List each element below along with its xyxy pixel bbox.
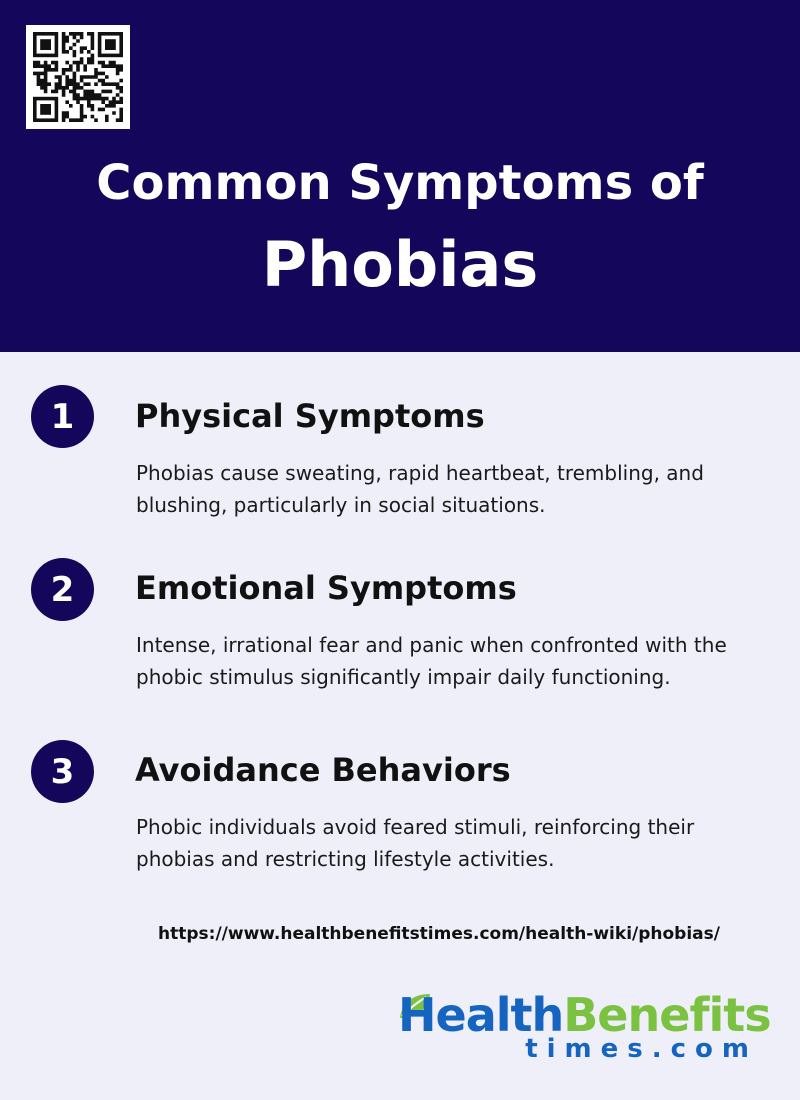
source-url: https://www.healthbenefitstimes.com/health-wiki/phobias/ bbox=[158, 924, 720, 944]
number-badge: 1 bbox=[31, 385, 94, 448]
number-badge: 2 bbox=[31, 558, 94, 621]
item-description: Phobias cause sweating, rapid heartbeat, trembling, and blushing, particularly in social situations. bbox=[136, 461, 704, 517]
health-benefits-times-logo bbox=[398, 988, 771, 1064]
item-description: Intense, irrational fear and panic when confronted with the phobic stimulus significantly impair daily functioning. bbox=[136, 633, 727, 689]
number-badge: 3 bbox=[31, 740, 94, 803]
page-title-line2: Phobias bbox=[261, 228, 539, 301]
item-description: Phobic individuals avoid feared stimuli, reinforcing their phobias and restricting lifestyle activities. bbox=[136, 815, 695, 871]
item-title: Physical Symptoms bbox=[135, 397, 485, 435]
item-title: Emotional Symptoms bbox=[135, 569, 517, 607]
page-title-line1: Common Symptoms of bbox=[96, 155, 704, 211]
logo-domain: times.com bbox=[525, 1034, 758, 1064]
qr-code bbox=[26, 25, 130, 129]
item-title: Avoidance Behaviors bbox=[135, 751, 511, 789]
logo-health: Health bbox=[398, 988, 564, 1042]
header-banner bbox=[0, 0, 800, 352]
logo-benefits: Benefits bbox=[563, 988, 771, 1042]
